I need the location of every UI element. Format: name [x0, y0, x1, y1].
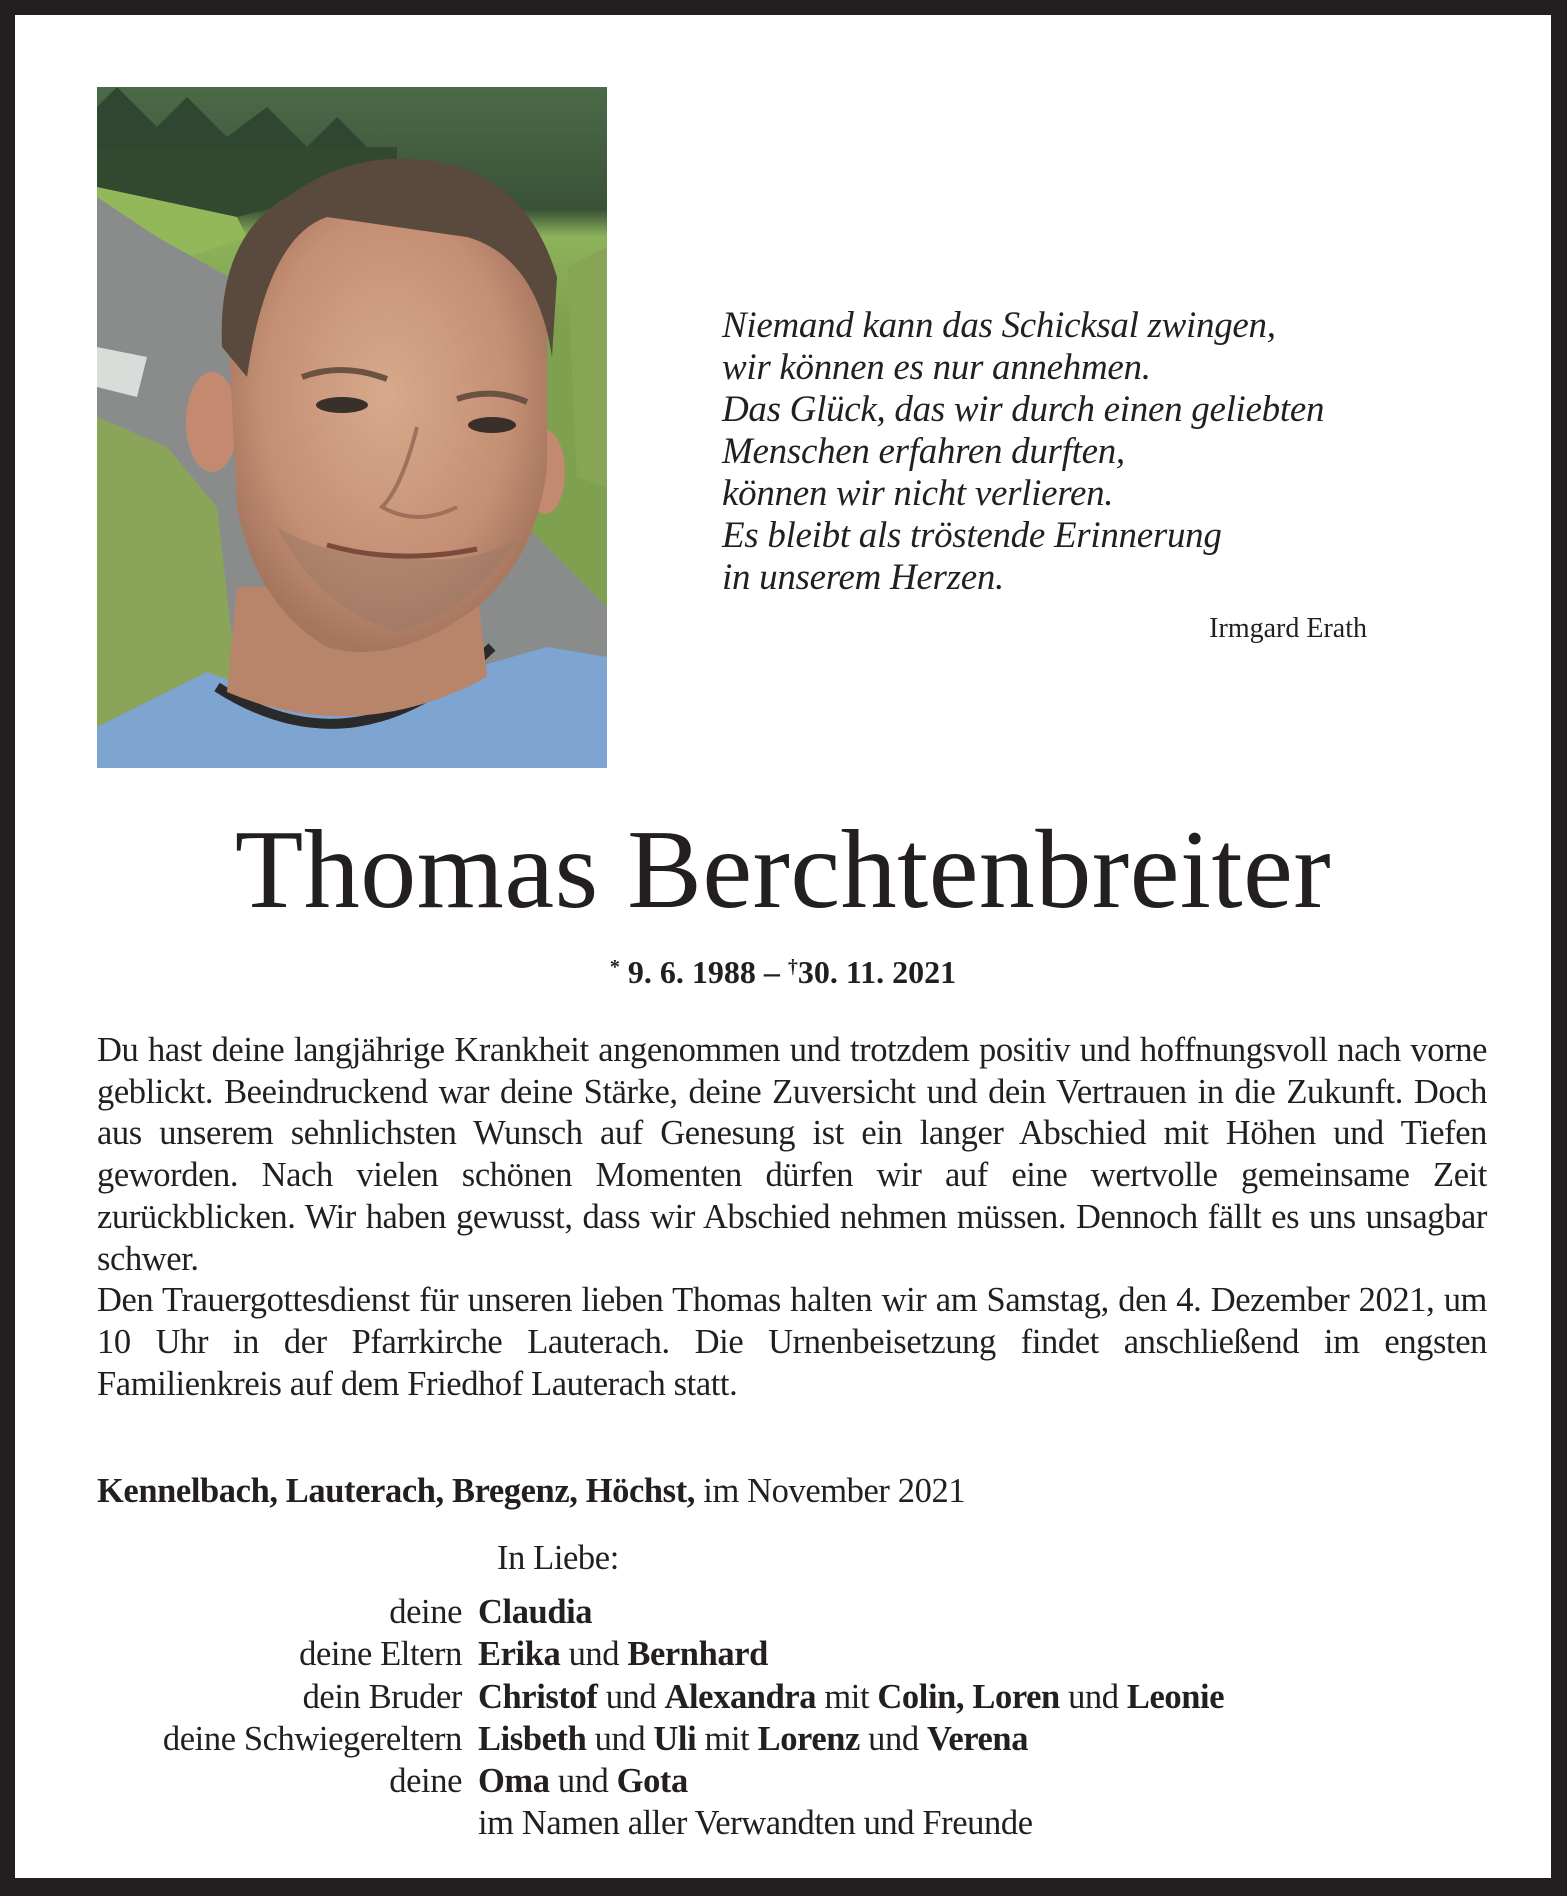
places-and-date [97, 1470, 965, 1512]
connector-text: im Namen aller Verwandten und Freunde [478, 1804, 1033, 1843]
connector-text: und [549, 1762, 617, 1801]
paragraph-service-details: Den Trauergottesdienst für unseren lieben Thomas halten wir am Samstag, den 4. Dezember 2021, um 10 Uhr in der Pfarrkirche Lauterach. Die Urnenbeisetzung findet anschließend im engsten Familienkreis auf dem Friedhof Lauterach statt. [97, 1281, 1487, 1403]
family-member-name: Claudia [478, 1593, 593, 1631]
family-member-name: Alexandra [664, 1677, 817, 1716]
poem-line: Es bleibt als tröstende Erinnerung [722, 515, 1222, 556]
relation-label: deine [389, 1762, 462, 1801]
death-date: 30. 11. 2021 [797, 954, 957, 990]
poem-line: Menschen erfahren durften, [722, 431, 1125, 472]
connector-text: mit [816, 1677, 878, 1716]
poem [722, 305, 1382, 599]
family-member-name: Bernhard [627, 1635, 768, 1674]
paragraph-farewell: Du hast deine langjährige Krankheit angenommen und trotzdem positiv und hoffnungsvoll nach vorne geblickt. Beeindruckend war deine Stärke, deine Zuversicht und dein Vertrauen in die Zukunft. Doch aus unserem sehnlichsten Wunsch auf Genesung ist ein langer Abschied mit Höhen und Tiefen geworden. Nach vielen schönen Momenten dürfen wir auf eine wertvolle gemeinsame Zeit zurückblicken. Wir haben gewusst, dass wir Abschied nehmen müssen. Dennoch fällt es uns unsagbar schwer. [97, 1031, 1487, 1278]
family-member-name: Leonie [1126, 1677, 1225, 1716]
birth-date: 9. 6. 1988 [627, 954, 756, 990]
closing-intro: In Liebe: [497, 1539, 619, 1577]
poem-line: in unserem Herzen. [722, 557, 1004, 598]
relation-label: dein Bruder [302, 1677, 462, 1716]
family-names [478, 1633, 768, 1675]
relation-label: deine Schwiegereltern [162, 1719, 462, 1758]
family-names [478, 1760, 688, 1802]
obituary-notice [15, 15, 1551, 1878]
death-cross-icon: † [787, 956, 798, 978]
family-member-name: Erika [478, 1635, 561, 1674]
poem-author: Irmgard Erath [1209, 613, 1367, 644]
connector-text: und [586, 1719, 654, 1758]
connector-text: und [859, 1719, 927, 1758]
poem-line: Das Glück, das wir durch einen geliebten [722, 389, 1325, 430]
family-names [478, 1718, 1028, 1760]
family-row [97, 1802, 1497, 1844]
connector-text: mit [696, 1719, 758, 1758]
life-dates [15, 947, 1551, 992]
family-names [478, 1802, 1033, 1844]
relation-label: deine Eltern [299, 1635, 462, 1674]
obituary-text [97, 1030, 1487, 1405]
family-row [97, 1718, 1497, 1760]
family-member-name: Lisbeth [478, 1719, 587, 1758]
poem-line: Niemand kann das Schicksal zwingen, [722, 305, 1276, 346]
deceased-name: Thomas Berchtenbreiter [234, 808, 1332, 932]
birth-star-icon: * [609, 956, 620, 978]
family-row [97, 1591, 1497, 1633]
family-member-name: Uli [653, 1719, 697, 1758]
family-row [97, 1676, 1497, 1718]
family-member-name: Colin, Loren [877, 1677, 1060, 1716]
family-row [97, 1760, 1497, 1802]
family-member-name: Lorenz [757, 1719, 860, 1758]
notice-date: im November 2021 [695, 1472, 966, 1510]
portrait-photo [97, 87, 607, 768]
connector-text: und [1059, 1677, 1127, 1716]
relation-label: deine [389, 1593, 462, 1631]
date-separator: – [763, 954, 780, 990]
family-member-name: Gota [616, 1762, 688, 1801]
connector-text: und [560, 1635, 628, 1674]
family-member-name: Oma [478, 1762, 550, 1801]
family-names [478, 1676, 1224, 1718]
family-names [478, 1591, 592, 1633]
poem-line: können wir nicht verlieren. [722, 473, 1114, 514]
family-member-name: Christof [478, 1677, 598, 1716]
poem-line: wir können es nur annehmen. [722, 347, 1151, 388]
locations: Kennelbach, Lauterach, Bregenz, Höchst, [97, 1472, 696, 1510]
connector-text: und [597, 1677, 665, 1716]
family-list [97, 1591, 1497, 1845]
family-row [97, 1633, 1497, 1675]
portrait-image [97, 87, 607, 768]
relation-label [97, 1802, 478, 1844]
family-member-name: Verena [926, 1719, 1029, 1758]
